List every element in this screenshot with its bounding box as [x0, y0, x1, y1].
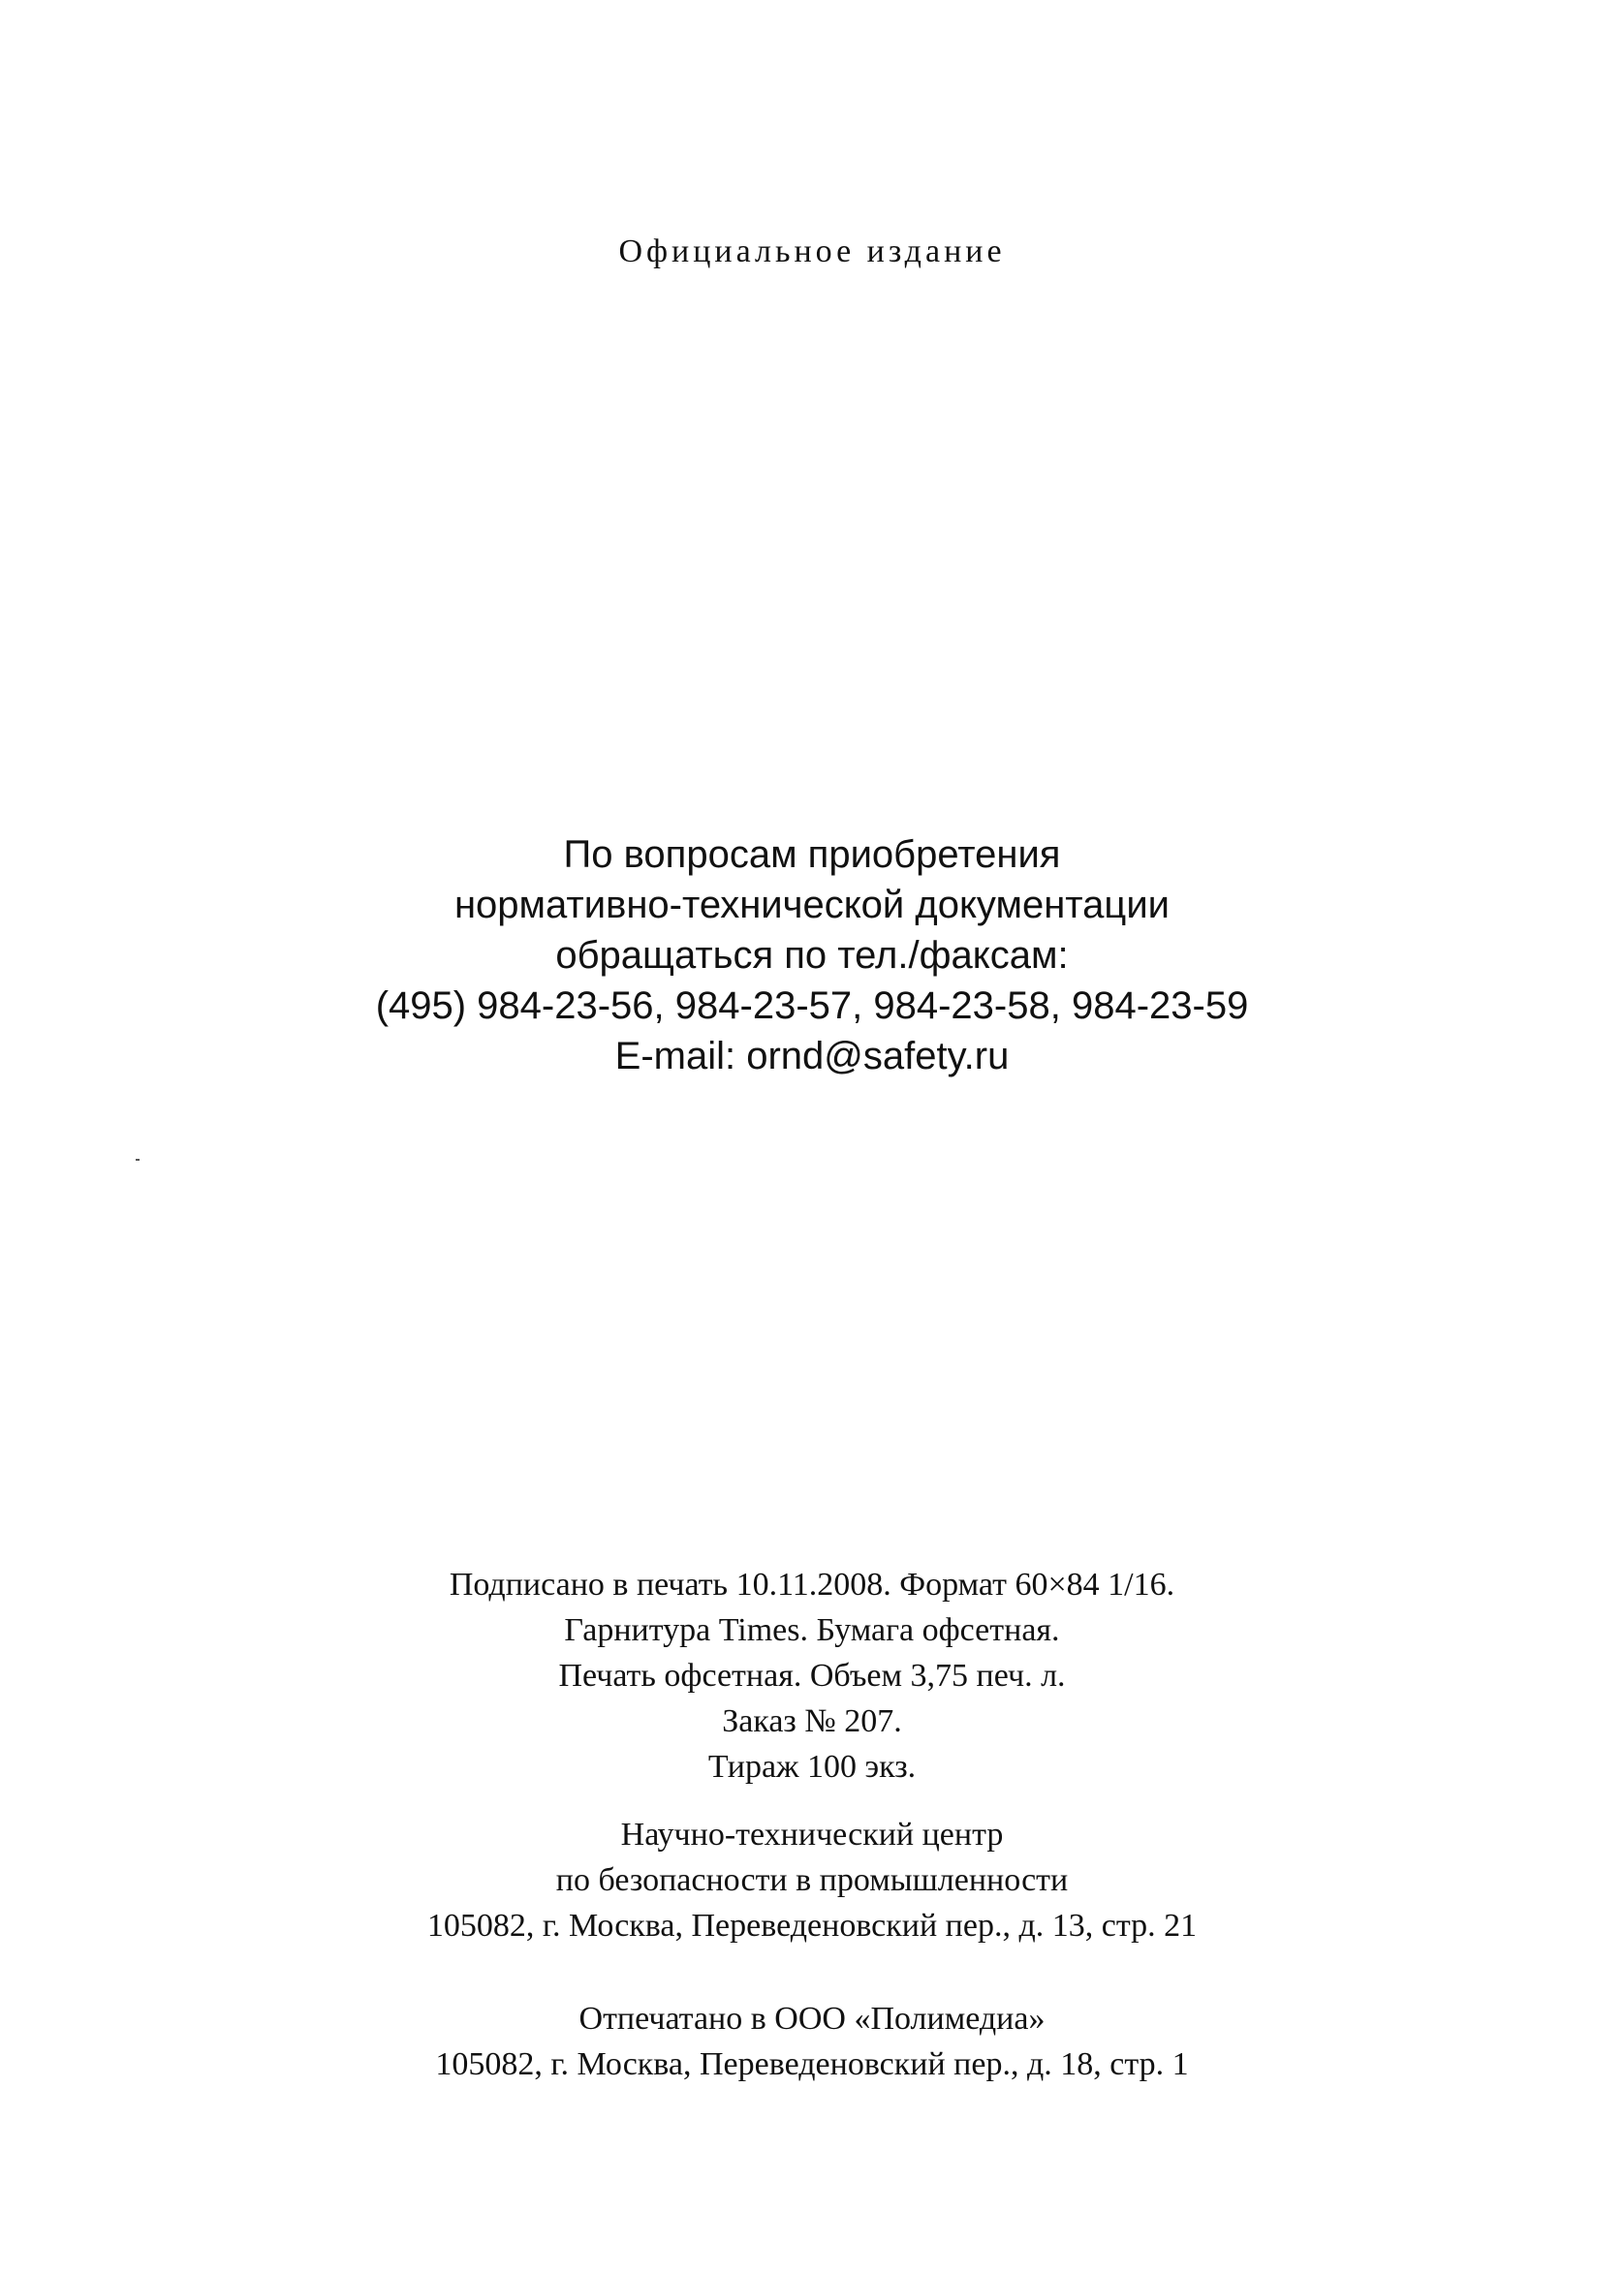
contact-line-1: По вопросам приобретения	[563, 833, 1061, 876]
publisher-line-2: по безопасности в промышленности	[555, 1862, 1069, 1898]
printer-line-1: Отпечатано в ООО «Полимедиа»	[578, 2001, 1046, 2037]
print-imprint-block	[0, 1562, 1624, 1790]
imprint-line-3: Печать офсетная. Объем 3,75 печ. л.	[558, 1658, 1066, 1694]
purchase-contact-block	[0, 829, 1624, 1081]
imprint-order-number: Заказ № 207.	[722, 1703, 902, 1739]
contact-line-2: нормативно-технической документации	[453, 884, 1171, 926]
contact-phones: (495) 984-23-56, 984-23-57, 984-23-58, 984-23-59	[375, 984, 1249, 1027]
imprint-print-run: Тираж 100 экз.	[707, 1749, 917, 1785]
publisher-address: 105082, г. Москва, Переведеновский пер., д. 13, стр. 21	[426, 1908, 1198, 1944]
scan-speck	[136, 1159, 140, 1161]
publisher-line-1: Научно-технический центр	[620, 1817, 1004, 1853]
printer-block	[0, 1996, 1624, 2087]
imprint-line-2: Гарнитура Times. Бумага офсетная.	[564, 1612, 1060, 1648]
official-edition-heading: Официальное издание	[618, 234, 1006, 269]
contact-line-3: обращаться по тел./факсам:	[555, 934, 1069, 977]
publisher-block	[0, 1812, 1624, 1948]
imprint-line-1: Подписано в печать 10.11.2008. Формат 60×84 1/16.	[449, 1567, 1175, 1603]
printer-address: 105082, г. Москва, Переведеновский пер., д. 18, стр. 1	[435, 2046, 1189, 2082]
contact-email: E-mail: ornd@safety.ru	[614, 1035, 1010, 1077]
